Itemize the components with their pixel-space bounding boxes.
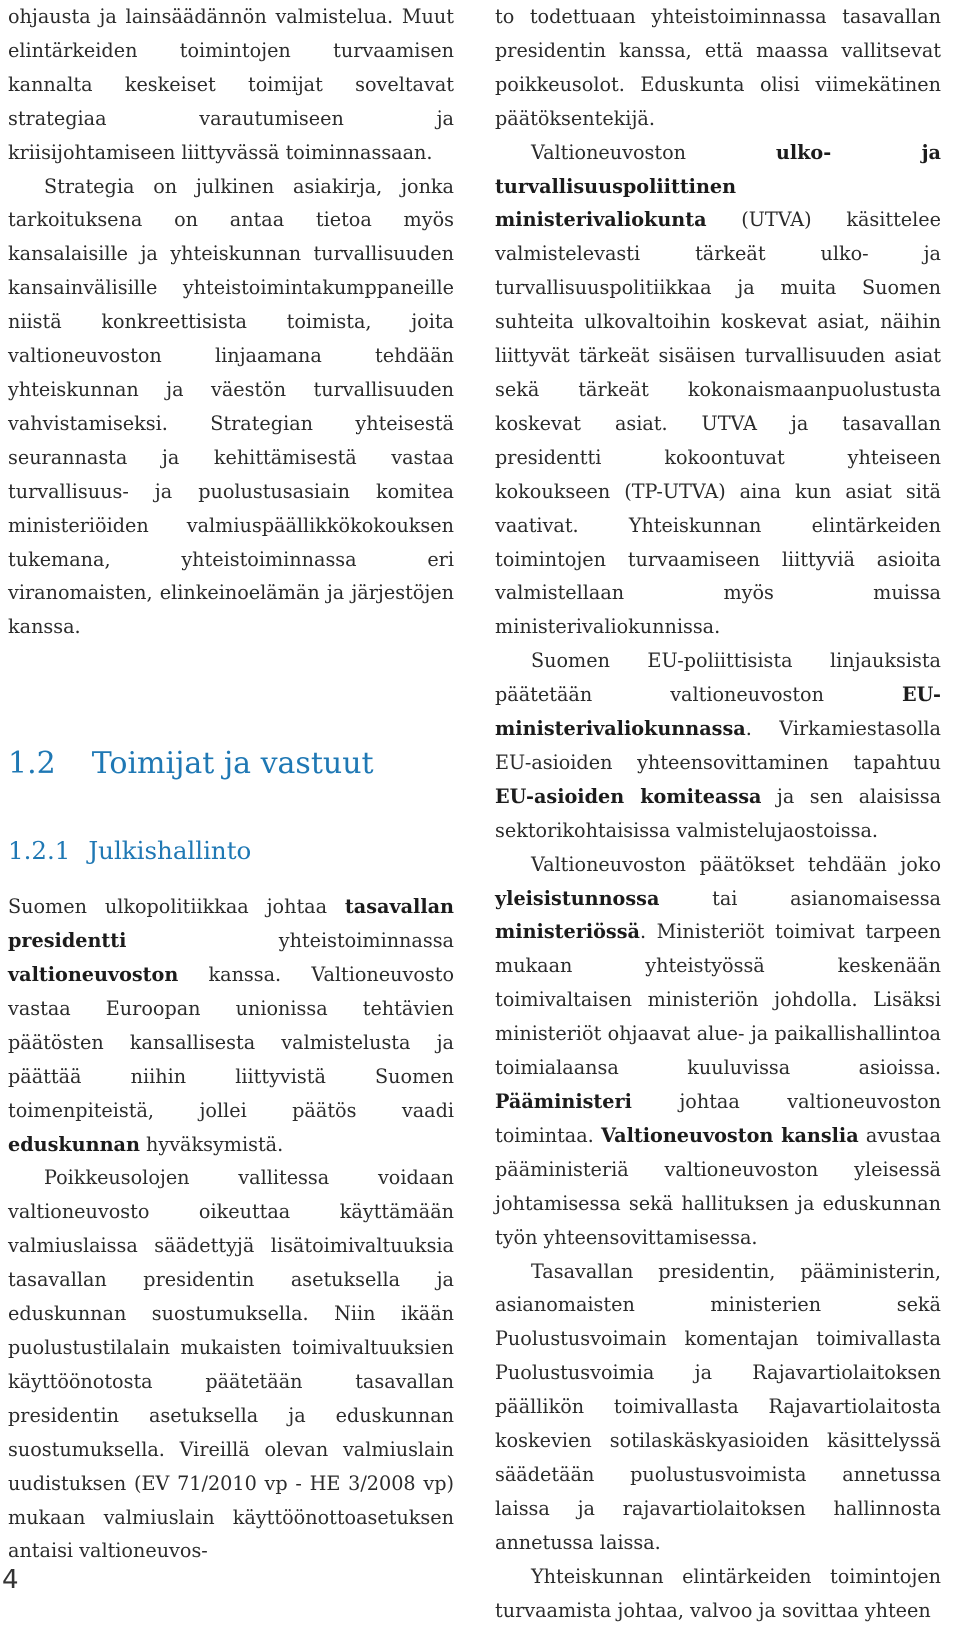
last-paragraph: Yhteiskunnan elintärkeiden toimintojen turvaamista johtaa, valvoo ja sovittaa yhteen: [495, 1564, 941, 1622]
continuation-paragraph: to todettuaan yhteistoiminnassa tasavallan presidentin kanssa, että maassa vallitsevat poikkeusolot. Eduskunta olisi viimekätinen päätöksentekijä.: [495, 5, 941, 130]
eu-paragraph: Suomen EU-poliittisista linjauksista päätetään valtioneuvoston EU-ministerivaliokunnassa. Virkamiestasolla EU-asioiden yhteensovittaminen tapahtuu EU-asioiden komiteassa ja sen alaisissa sektorikohtaisissa valmistelujaostoissa.: [495, 649, 942, 842]
section-number: 1.2: [8, 746, 56, 782]
decisions-paragraph: Valtioneuvoston päätökset tehdään joko yleisistunnossa tai asianomaisessa ministeriössä. Ministeriöt toimivat tarpeen mukaan yhteistyössä keskenään toimivaltaisen ministeriön johdolla. Lisäksi ministeriöt ohjaavat alue- ja paikallishallintoa toimialaansa kuuluvissa asioissa. Pääministeri johtaa valtioneuvoston toimintaa. Valtioneuvoston kanslia avustaa pääministeriä valtioneuvoston yleisessä johtamisessa sekä hallituksen ja eduskunnan työn yhteensovittamisessa.: [495, 852, 941, 1249]
command-paragraph: Tasavallan presidentin, pääministerin, asianomaisten ministerien sekä Puolustusvoimain komentajan toimivallasta Puolustusvoimia ja Rajavartiolaitoksen päällikön toimivallasta Rajavartiolaitosta koskevien sotilaskäskyasioiden käsittelyssä säädetään puolustusvoimista annetussa laissa ja rajavartiolaitoksen hallinnosta annetussa laissa.: [495, 1259, 941, 1554]
section-heading-1-2: [8, 744, 454, 784]
subsection-title: Julkishallinto: [88, 836, 252, 866]
subsection-number: 1.2.1: [8, 836, 71, 866]
intro-paragraph: ohjausta ja lainsäädännön valmistelua. Muut elintärkeiden toimintojen turvaamisen kannalta keskeiset toimijat soveltavat strategiaa varautumiseen ja kriisijohtamiseen liittyvässä toiminnassaan.: [8, 5, 454, 164]
page-number: 4: [2, 1565, 19, 1595]
utva-paragraph: Valtioneuvoston ulko- ja turvallisuuspoliittinen ministerivaliokunta (UTVA) käsittelee valmistelevasti tärkeät ulko- ja turvallisuuspolitiikkaa ja muita Suomen suhteita ulkovaltoihin koskevat asiat, näihin liittyvät tärkeät sisäisen turvallisuuden asiat sekä tärkeät kokonaismaanpuolustusta koskevat asiat. UTVA ja tasavallan presidentti kokoontuvat yhteiseen kokoukseen (TP-UTVA) aina kun asiat sitä vaativat. Yhteiskunnan elintärkeiden toimintojen turvaamiseen liittyviä asioita valmistellaan myös muissa ministerivaliokunnissa.: [495, 140, 941, 639]
president-paragraph: Suomen ulkopolitiikkaa johtaa tasavallan presidentti yhteistoiminnassa valtioneuvoston kanssa. Valtioneuvosto vastaa Euroopan unionissa tehtävien päätösten kansallisesta valmistelusta ja päättää niihin liittyvistä Suomen toimenpiteistä, jollei päätös vaadi eduskunnan hyväksymistä.: [8, 895, 454, 1156]
strategy-paragraph: Strategia on julkinen asiakirja, jonka tarkoituksena on antaa tietoa myös kansalaisille ja yhteiskunnan turvallisuuden kansainvälisille yhteistoimintakumppaneille niistä konkreettisista toimista, joita valtioneuvoston linjaamana tehdään yhteiskunnan ja väestön turvallisuuden vahvistamiseksi. Strategian yhteisestä seurannasta ja kehittämisestä vastaa turvallisuus- ja puolustusasiain komitea ministeriöiden valmiuspäällikkökokouksen tukemana, yhteistoiminnassa eri viranomaisten, elinkeinoelämän ja järjestöjen kanssa.: [8, 174, 454, 639]
subsection-heading-1-2-1: [8, 834, 454, 868]
right-column: [495, 0, 941, 1628]
left-column: [8, 0, 454, 1568]
section-title: Toimijat ja vastuut: [91, 746, 374, 782]
emergency-paragraph: Poikkeusolojen vallitessa voidaan valtioneuvosto oikeuttaa käyttämään valmiuslaissa säädettyjä lisätoimivaltuuksia tasavallan presidentin asetuksella ja eduskunnan suostumuksella. Niin ikään puolustustilalain mukaisten toimivaltuuksien käyttöönotosta päätetään tasavallan presidentin asetuksella ja eduskunnan suostumuksella. Vireillä olevan valmiuslain uudistuksen (EV 71/2010 vp - HE 3/2008 vp) mukaan valmiuslain käyttöönottoasetuksen antaisi valtioneuvos-: [8, 1166, 454, 1563]
